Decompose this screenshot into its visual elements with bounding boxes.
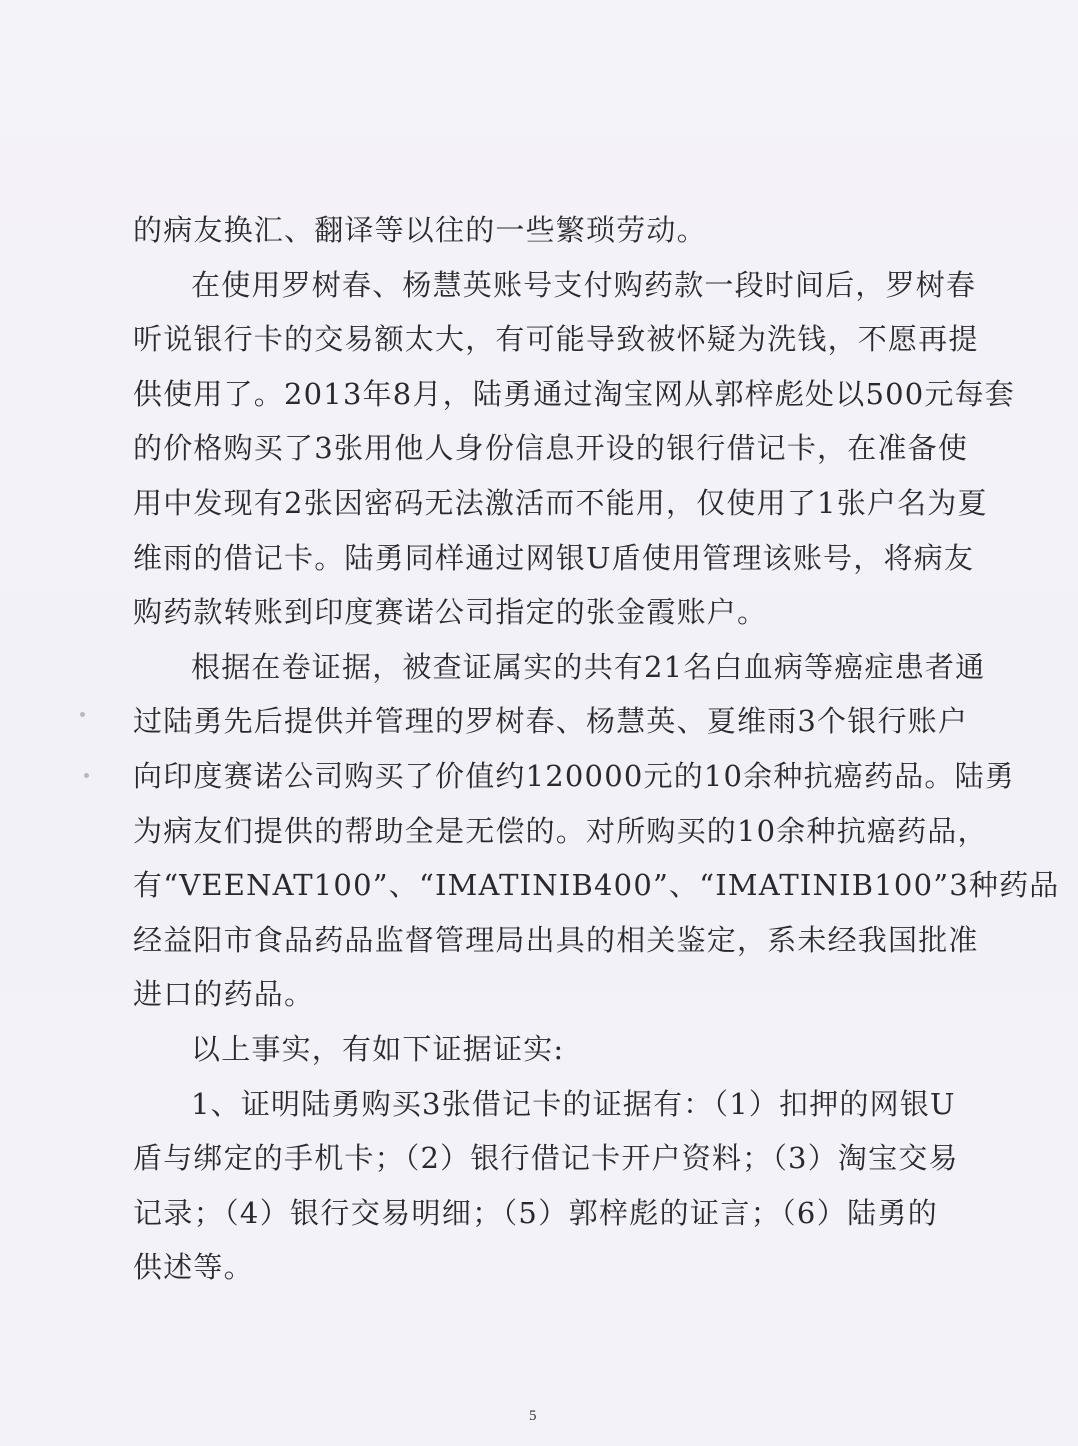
paragraph-start-line: 根据在卷证据，被查证属实的共有21名白血病等癌症患者通 bbox=[191, 649, 986, 684]
text-line: 记录；（4）银行交易明细；（5）郭梓彪的证言；（6）陆勇的 bbox=[133, 1195, 938, 1230]
paragraph-start-line: 在使用罗树春、杨慧英账号支付购药款一段时间后，罗树春 bbox=[191, 267, 977, 302]
text-line: 供使用了。2013年8月，陆勇通过淘宝网从郭梓彪处以500元每套 bbox=[133, 376, 1016, 411]
text-line: 购药款转账到印度赛诺公司指定的张金霞账户。 bbox=[133, 595, 768, 630]
text-line: 向印度赛诺公司购买了价值约120000元的10余种抗癌药品。陆勇 bbox=[133, 758, 1016, 793]
text-line: 供述等。 bbox=[133, 1250, 254, 1285]
document-body bbox=[133, 203, 1060, 1295]
punch-mark bbox=[80, 712, 85, 717]
text-line: 经益阳市食品药品监督管理局出具的相关鉴定，系未经我国批准 bbox=[133, 922, 979, 957]
text-line: 的价格购买了3张用他人身份信息开设的银行借记卡，在准备使 bbox=[133, 431, 969, 466]
paragraph-start-line: 1、证明陆勇购买3张借记卡的证据有：（1）扣押的网银U bbox=[191, 1086, 956, 1121]
text-line: 过陆勇先后提供并管理的罗树春、杨慧英、夏维雨3个银行账户 bbox=[133, 704, 969, 739]
text-line: 盾与绑定的手机卡；（2）银行借记卡开户资料；（3）淘宝交易 bbox=[133, 1141, 959, 1176]
text-line: 用中发现有2张因密码无法激活而不能用，仅使用了1张户名为夏 bbox=[133, 485, 988, 520]
text-line: 进口的药品。 bbox=[133, 977, 315, 1012]
page-number: 5 bbox=[529, 1408, 537, 1424]
text-line: 为病友们提供的帮助全是无偿的。对所购买的10余种抗癌药品， bbox=[133, 813, 988, 848]
text-line: 的病友换汇、翻译等以往的一些繁琐劳动。 bbox=[133, 213, 707, 247]
paragraph-start-line: 以上事实，有如下证据证实: bbox=[191, 1031, 565, 1066]
text-line: 维雨的借记卡。陆勇同样通过网银U盾使用管理该账号，将病友 bbox=[133, 540, 975, 575]
punch-mark bbox=[84, 773, 89, 778]
text-line: 有“VEENAT100”、“IMATINIB400”、“IMATINIB100”3种药品 bbox=[133, 868, 1060, 903]
text-line: 听说银行卡的交易额太大，有可能导致被怀疑为洗钱，不愿再提 bbox=[133, 322, 979, 357]
